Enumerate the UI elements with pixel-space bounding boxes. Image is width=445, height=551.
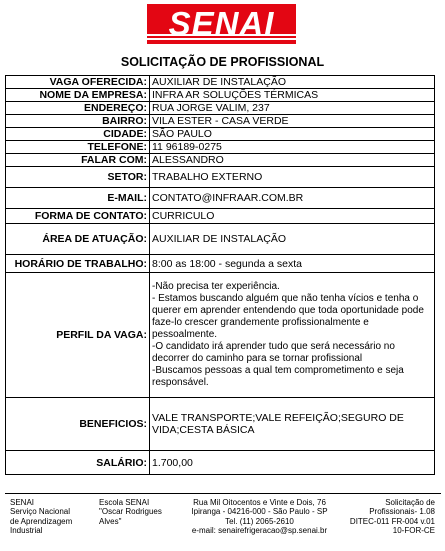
field-label: E-MAIL: [6, 188, 150, 209]
form-row [6, 255, 435, 273]
field-value: 11 96189-0275 [150, 141, 435, 154]
field-label: PERFIL DA VAGA: [6, 273, 150, 398]
field-label: FORMA DE CONTATO: [6, 209, 150, 224]
form-row [6, 141, 435, 154]
field-value: 8:00 as 18:00 - segunda a sexta [150, 255, 435, 273]
perfil-line: - Estamos buscando alguém que não tenha vícios e tenha o [152, 293, 419, 304]
beneficios-row [6, 398, 435, 451]
footer-school [99, 498, 162, 526]
perfil-line: pessoalmente. [152, 329, 218, 340]
footer-form-ref-line: 10-FOR-CE [392, 525, 435, 535]
footer-address [187, 498, 332, 535]
footer-org-line: de Aprendizagem [10, 516, 73, 526]
field-value: RUA JORGE VALIM, 237 [150, 102, 435, 115]
perfil-line: responsável. [152, 377, 209, 388]
field-label: SETOR: [6, 167, 150, 188]
page-title: SOLICITAÇÃO DE PROFISSIONAL [120, 55, 325, 69]
form-row [6, 115, 435, 128]
field-value: 1.700,00 [150, 451, 435, 475]
field-value: VILA ESTER - CASA VERDE [150, 115, 435, 128]
beneficios-line: VALE TRANSPORTE;VALE REFEIÇÃO;SEGURO DE [152, 412, 404, 424]
field-value [150, 398, 435, 451]
field-label: FALAR COM: [6, 154, 150, 167]
footer-org-line: Serviço Nacional [10, 507, 71, 517]
footer-address-line: e-mail: senairefrigeracao@sp.senai.br [191, 525, 328, 535]
form-row [6, 102, 435, 115]
field-label: BAIRRO: [6, 115, 150, 128]
field-label: TELEFONE: [6, 141, 150, 154]
field-label: HORÁRIO DE TRABALHO: [6, 255, 150, 273]
field-value: CURRICULO [150, 209, 435, 224]
field-value: ALESSANDRO [150, 154, 435, 167]
form-row [6, 89, 435, 102]
field-label: VAGA OFERECIDA: [6, 76, 150, 89]
footer-org-line: Industrial [10, 525, 43, 535]
perfil-line: -Não precisa ter experiência. [152, 281, 280, 292]
field-value: AUXILIAR DE INSTALAÇÃO [150, 76, 435, 89]
footer-school-line: Alves" [99, 516, 122, 526]
logo-text: SENAI [168, 5, 275, 42]
footer-address-line: Rua Mil Oitocentos e Vinte e Dois, 76 [193, 498, 326, 507]
field-value [150, 273, 435, 398]
perfil-line: querer em aprender entendendo que toda oportunidade pode [152, 305, 424, 316]
footer-form-ref-line: DITEC-011 FR-004 v.01 [349, 516, 435, 526]
senai-logo [147, 4, 296, 44]
footer-org [10, 498, 72, 535]
field-label: ÁREA DE ATUAÇÃO: [6, 224, 150, 255]
perfil-line: -Buscamos pessoas a qual tem comprometimento e seja [152, 365, 404, 376]
footer-school-line: Escola SENAI [99, 498, 150, 507]
field-value: INFRA AR SOLUÇÕES TÉRMICAS [150, 89, 435, 102]
form-row [6, 154, 435, 167]
field-label: BENEFICIOS: [6, 398, 150, 451]
footer-address-line: Ipiranga - 04216-000 - São Paulo - SP [191, 507, 328, 517]
footer-form-ref-line: Solicitação de [385, 498, 435, 507]
footer-address-line: Tel. (11) 2065-2610 [225, 516, 294, 526]
field-label: CIDADE: [6, 128, 150, 141]
field-value: TRABALHO EXTERNO [150, 167, 435, 188]
footer-form-ref-line: Profissionais- 1.08 [369, 507, 435, 517]
footer-school-line: "Oscar Rodrigues [99, 507, 162, 517]
form-row [6, 167, 435, 188]
form-row [6, 224, 435, 255]
footer-divider [5, 493, 441, 494]
field-value: CONTATO@INFRAAR.COM.BR [150, 188, 435, 209]
footer-org-line: SENAI [10, 498, 35, 507]
perfil-line: -O candidato irá aprender tudo que será necessário no [152, 341, 395, 352]
form-row [6, 76, 435, 89]
field-value: AUXILIAR DE INSTALAÇÃO [150, 224, 435, 255]
request-form-table [5, 75, 435, 475]
form-row [6, 209, 435, 224]
salario-row [6, 451, 435, 475]
field-label: NOME DA EMPRESA: [6, 89, 150, 102]
form-row [6, 188, 435, 209]
perfil-line: decorrer do caminho para se tornar profissional [152, 353, 363, 364]
footer-form-ref [339, 498, 435, 535]
field-value: SÃO PAULO [150, 128, 435, 141]
field-label: SALÁRIO: [6, 451, 150, 475]
beneficios-line: VIDA;CESTA BÁSICA [152, 424, 255, 436]
form-row [6, 128, 435, 141]
perfil-line: faze-lo crescer grandemente profissionalmente e [152, 317, 369, 328]
perfil-row [6, 273, 435, 398]
field-label: ENDEREÇO: [6, 102, 150, 115]
